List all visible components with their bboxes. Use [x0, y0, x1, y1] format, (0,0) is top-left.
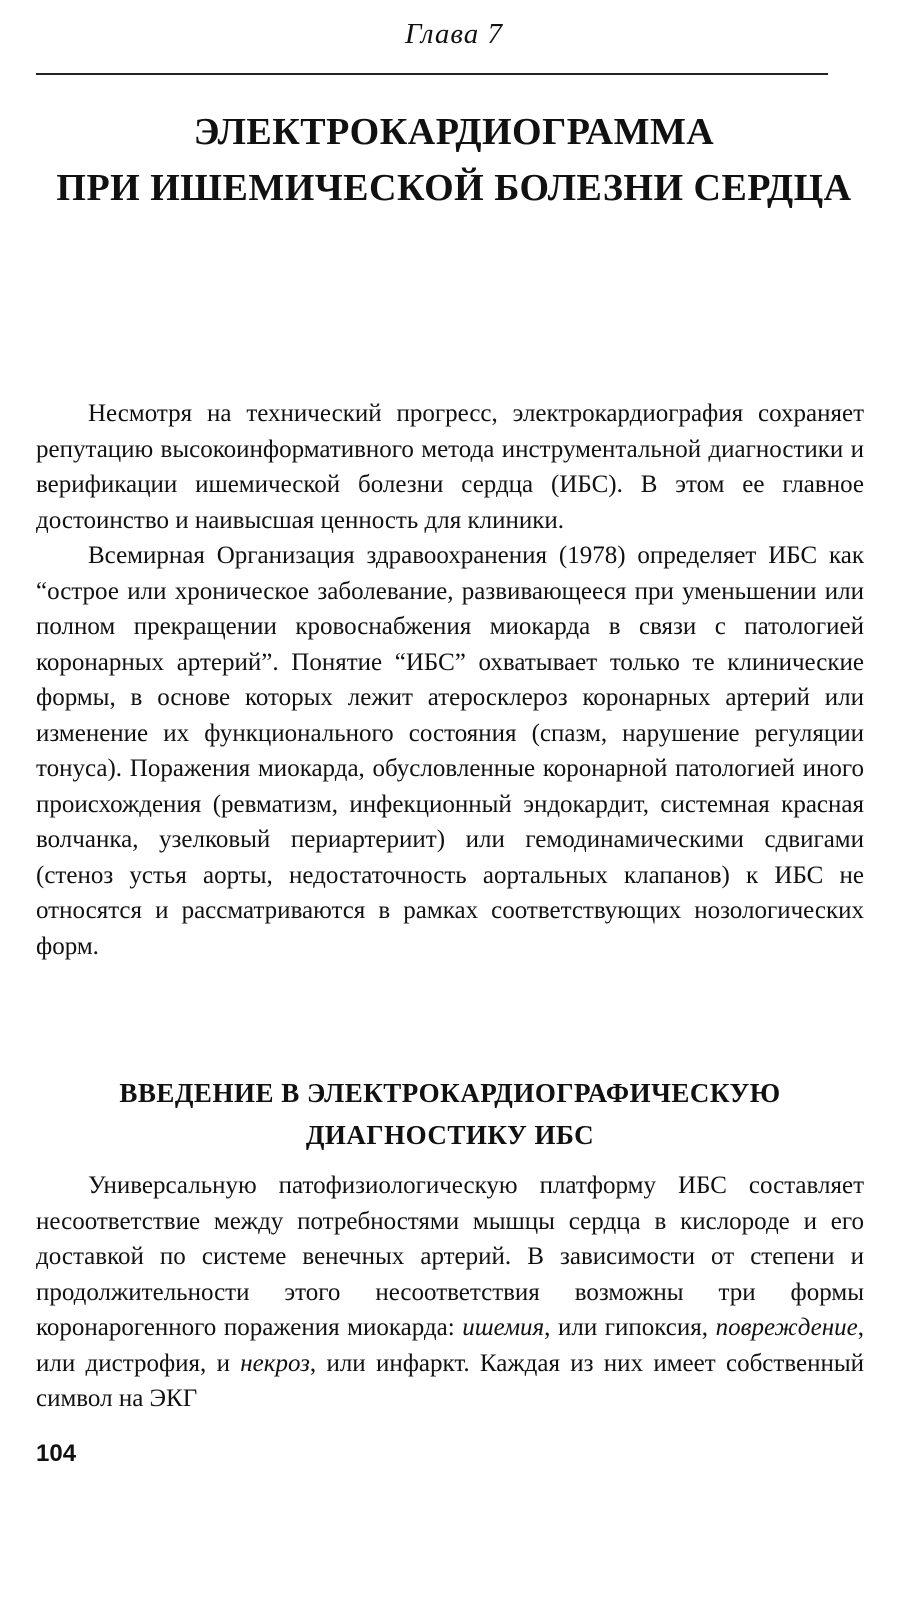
paragraph-3-part-4: , или инфаркт. Каждая из них имеет собственный символ на ЭКГ	[36, 1349, 864, 1412]
paragraph-3-part-3: , или дистрофия, и	[36, 1314, 864, 1377]
section-text	[36, 1168, 864, 1417]
intro-text	[36, 396, 864, 964]
section-heading-line-2: ДИАГНОСТИКУ ИБС	[305, 1120, 595, 1150]
chapter-title	[20, 104, 888, 216]
chapter-title-line-1: ЭЛЕКТРОКАРДИОГРАММА	[193, 111, 715, 153]
paragraph-3-part-2: , или гипоксия,	[544, 1314, 716, 1341]
running-head: Глава 7	[404, 18, 504, 50]
paragraph-2: Всемирная Организация здравоохранения (1978) определяет ИБС как “острое или хроническое заболевание, развивающееся при уменьшении или полном прекращении кровоснабжения миокарда в связи с патологией коронарных артерий”. Понятие “ИБС” охватывает только те клинические формы, в основе которых лежит атеросклероз коронарных артерий или изменение их функционального состояния (спазм, нарушение регуляции тонуса). Поражения миокарда, обусловленные коронарной патологией иного происхождения (ревматизм, инфекционный эндокардит, системная красная волчанка, узелковый периартериит) или гемодинамическими сдвигами (стеноз устья аорты, недостаточность аортальных клапанов) к ИБС не относятся и рассматриваются в рамках соответствующих нозологических форм.	[36, 542, 864, 960]
paragraph-1: Несмотря на технический прогресс, электрокардиография сохраняет репутацию высокоинформативного метода инструментальной диагностики и верификации ишемической болезни сердца (ИБС). В этом ее главное достоинство и наивысшая ценность для клиники.	[36, 400, 864, 534]
page-number: 104	[36, 1440, 77, 1467]
term-ischemia: ишемия	[462, 1314, 545, 1341]
section-heading-line-1: ВВЕДЕНИЕ В ЭЛЕКТРОКАРДИОГРАФИЧЕСКУЮ	[119, 1078, 781, 1108]
section-heading	[36, 1072, 864, 1156]
header-rule	[36, 73, 828, 75]
term-injury: повреждение	[715, 1314, 858, 1341]
chapter-title-line-2: ПРИ ИШЕМИЧЕСКОЙ БОЛЕЗНИ СЕРДЦА	[56, 167, 852, 209]
term-necrosis: некроз	[240, 1349, 310, 1377]
paragraph-3	[36, 1168, 864, 1417]
paragraph-3-part-1: Универсальную патофизиологическую платформу ИБС составляет несоответствие между потребностями мышцы сердца в кислороде и его доставкой по системе венечных артерий. В зависимости от степени и продолжительности этого несоответствия возможны три формы коронарогенного поражения миокарда:	[36, 1172, 864, 1341]
